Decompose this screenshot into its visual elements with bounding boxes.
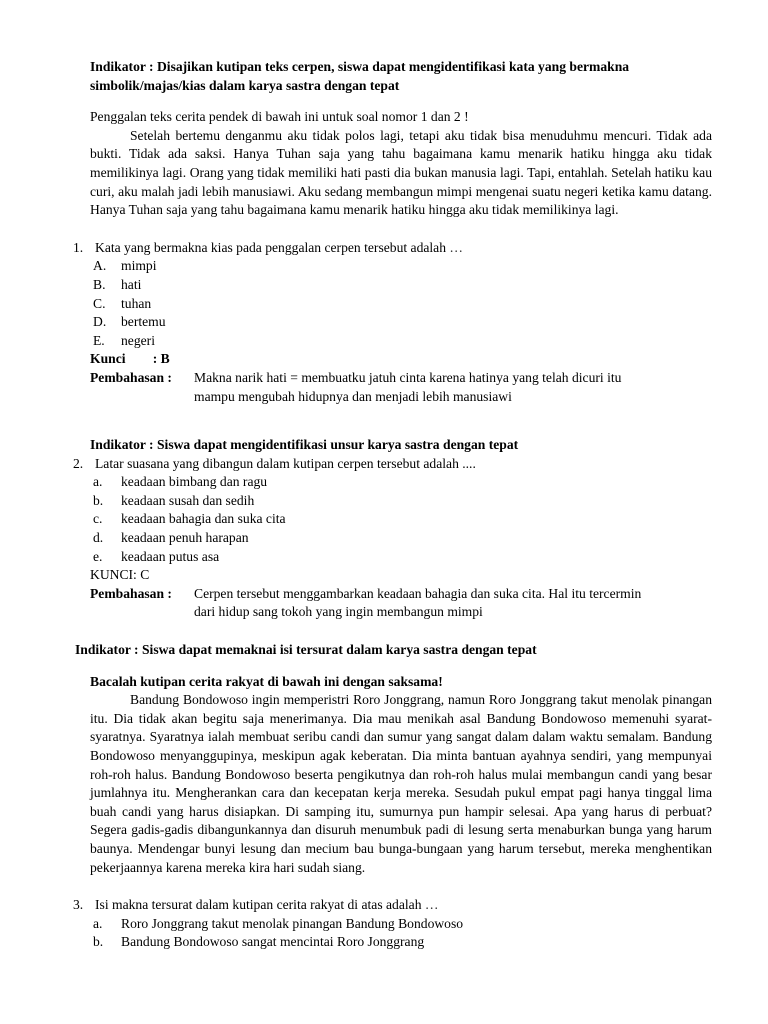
option-a-letter: a. [93,915,103,931]
question-1 [73,239,712,258]
question-3-number: 3. [73,897,84,913]
spacer [73,622,712,641]
option-b-text: hati [121,276,142,292]
option-d-letter: D. [93,314,107,330]
option-b-text: Bandung Bondowoso sangat mencintai Roro Jonggrang [121,934,425,950]
question-2-options [93,473,712,566]
option-e[interactable] [93,332,712,351]
question-1-text-wrap [95,239,712,258]
explanation-1-line-1: Makna narik hati = membuatku jatuh cinta karena hatinya yang telah dicuri itu [194,369,622,385]
explanation-2-label: Pembahasan : [90,585,172,601]
lead-instruction-1: Penggalan teks cerita pendek di bawah ini untuk soal nomor 1 dan 2 ! [90,109,469,125]
spacer [73,95,712,108]
option-d[interactable] [93,529,712,548]
question-3-text: Isi makna tersurat dalam kutipan cerita rakyat di atas adalah [95,897,422,913]
question-1-text: Kata yang bermakna kias pada penggalan cerpen tersebut adalah [95,239,447,255]
folklore-passage: Bandung Bondowoso ingin memperistri Roro Jonggrang, namun Roro Jonggrang takut menolak pinangan itu. Dia tidak akan begitu saja menerimanya. Dia mau menikah asal Bandung Bondowoso memenuhi syarat-syaratnya. Syaratnya ialah membuat seribu candi dan sumur yang sangat dalam dalam waktu semalam. Bandung Bondowoso menyanggupinya, meskipun agak keberatan. Dia minta bantuan ayahnya sendiri, yang mempunyai roh-roh halus. Bandung Bondowoso beserta pengikutnya dan roh-roh halus mulai membangun candi yang besar jumlahnya itu. Mengherankan cara dan kecepatan kerja mereka. Sesudah pukul empat pagi hanya tinggal lima buah candi yang harus disiapkan. Di samping itu, sumurnya pun hampir selesai. Apa yang harus di perbuat? Segera gadis-gadis dibangunkannya dan disuruh menumbuk padi di lesung serta menaburkan bunga yang harum baunya. Mendengar bunyi lesung dan mecium bau bunga-bungaan yang harum tersebut, mereka menghentikan pekerjaannya karena mereka kira hari sudah siang. [90,692,712,875]
spacer [73,220,712,239]
question-2-text: Latar suasana yang dibangun dalam kutipan cerpen tersebut adalah .... [95,455,476,471]
explanation-1-body [194,369,712,406]
question-1-ellipsis: … [449,239,466,255]
option-d-letter: d. [93,530,104,546]
option-a-text: mimpi [121,258,157,274]
question-3-ellipsis: … [424,897,441,913]
option-e-text: keadaan putus asa [121,548,220,564]
option-d-text: bertemu [121,314,166,330]
answer-key-2: KUNCI: C [90,567,150,583]
explanation-1-label: Pembahasan : [90,369,172,385]
option-e-text: negeri [121,332,155,348]
question-2-number: 2. [73,455,84,471]
question-3-options [93,915,712,952]
option-a[interactable] [93,257,712,276]
option-c-text: tuhan [121,295,152,311]
question-1-options [93,257,712,350]
answer-key-1: Kunci : B [90,351,170,367]
cerpen-passage: Setelah bertemu denganmu aku tidak polos lagi, tetapi aku tidak bisa menuduhmu mencuri. Tidak ada bukti. Tidak ada saksi. Hanya Tuhan saja yang tahu bagaimana kamu menarik hatiku hingga aku tidak memilikinya lagi. Orang yang tidak memiliki hati pasti dia bukan manusia lagi. Tapi, entahlah. Setelah hatiku kau curi, aku malah jadi lebih manusiawi. Aku sedang membangun mimpi mengenai suatu negeri ketika kamu datang. Hanya Tuhan saja yang tahu bagaimana kamu menarik hatiku hingga aku tidak memilikinya lagi. [90,127,712,218]
option-b[interactable] [93,492,712,511]
option-b[interactable] [93,933,712,952]
option-d[interactable] [93,313,712,332]
option-b[interactable] [93,276,712,295]
question-2 [73,455,712,474]
question-3-text-wrap [95,896,712,915]
explanation-2-line-2: dari hidup sang tokoh yang ingin membangun mimpi [194,604,483,620]
option-a[interactable] [93,473,712,492]
indicator-heading-2: Indikator : Siswa dapat mengidentifikasi unsur karya sastra dengan tepat [90,437,519,453]
explanation-1 [90,369,712,406]
explanation-2-body [194,585,712,622]
option-e[interactable] [93,548,712,567]
explanation-2 [90,585,712,622]
option-b-text: keadaan susah dan sedih [121,492,255,508]
option-e-letter: E. [93,332,105,348]
option-c-letter: c. [93,511,103,527]
spacer [73,877,712,896]
option-a-text: keadaan bimbang dan ragu [121,474,268,490]
document-body [73,58,712,952]
explanation-2-line-1: Cerpen tersebut menggambarkan keadaan bahagia dan suka cita. Hal itu tercermin [194,585,642,601]
question-1-number: 1. [73,239,84,255]
option-c-text: keadaan bahagia dan suka cita [121,511,286,527]
folklore-heading: Bacalah kutipan cerita rakyat di bawah ini dengan saksama! [90,673,443,689]
option-a-text: Roro Jonggrang takut menolak pinangan Bandung Bondowoso [121,915,464,931]
option-a-letter: A. [93,258,107,274]
option-b-letter: b. [93,934,104,950]
spacer [73,406,712,436]
option-b-letter: b. [93,492,104,508]
indicator-heading-3: Indikator : Siswa dapat memaknai isi tersurat dalam karya sastra dengan tepat [75,642,537,658]
question-3 [73,896,712,915]
option-c-letter: C. [93,295,106,311]
indicator-heading-1: Indikator : Disajikan kutipan teks cerpen, siswa dapat mengidentifikasi kata yang bermakna simbolik/majas/kias dalam karya sastra dengan tepat [90,59,630,93]
spacer [73,660,712,673]
option-d-text: keadaan penuh harapan [121,530,249,546]
explanation-1-line-2: mampu mengubah hidupnya dan menjadi lebih manusiawi [194,388,512,404]
option-c[interactable] [93,510,712,529]
option-b-letter: B. [93,276,106,292]
option-a[interactable] [93,915,712,934]
option-a-letter: a. [93,474,103,490]
option-c[interactable] [93,295,712,314]
option-e-letter: e. [93,548,103,564]
